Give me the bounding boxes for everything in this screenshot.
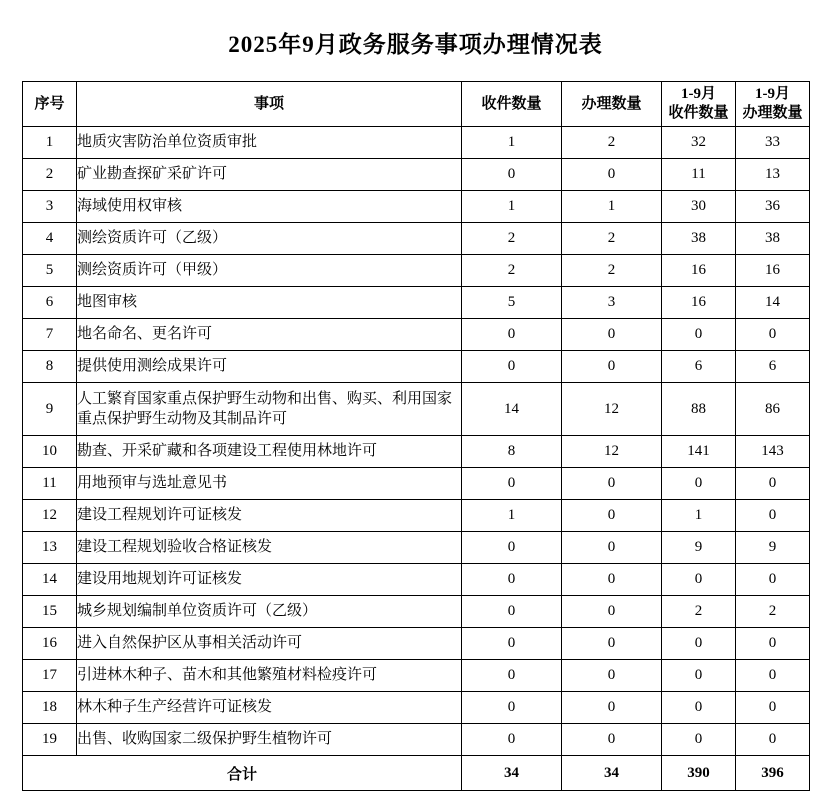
cell-received: 0	[462, 628, 562, 660]
cell-index: 4	[23, 223, 77, 255]
cell-handled-ytd: 13	[736, 159, 810, 191]
total-label: 合计	[23, 756, 462, 791]
cell-received-ytd: 0	[662, 319, 736, 351]
table-row	[23, 287, 810, 319]
cell-index: 2	[23, 159, 77, 191]
cell-handled: 2	[562, 127, 662, 159]
cell-item: 矿业勘查探矿采矿许可	[77, 159, 462, 191]
cell-received: 1	[462, 127, 562, 159]
cell-received-ytd: 0	[662, 692, 736, 724]
cell-handled: 0	[562, 319, 662, 351]
cell-received: 5	[462, 287, 562, 319]
cell-handled: 0	[562, 564, 662, 596]
cell-item: 进入自然保护区从事相关活动许可	[77, 628, 462, 660]
total-handled: 34	[562, 756, 662, 791]
table-row	[23, 724, 810, 756]
cell-handled: 0	[562, 532, 662, 564]
cell-item: 地名命名、更名许可	[77, 319, 462, 351]
cell-handled: 0	[562, 500, 662, 532]
cell-handled: 0	[562, 628, 662, 660]
cell-handled: 1	[562, 191, 662, 223]
table-row	[23, 159, 810, 191]
cell-received: 0	[462, 159, 562, 191]
cell-received-ytd: 2	[662, 596, 736, 628]
cell-index: 5	[23, 255, 77, 287]
cell-handled-ytd: 2	[736, 596, 810, 628]
table-row	[23, 468, 810, 500]
table-row	[23, 436, 810, 468]
cell-index: 13	[23, 532, 77, 564]
cell-item: 出售、收购国家二级保护野生植物许可	[77, 724, 462, 756]
cell-received-ytd: 0	[662, 564, 736, 596]
cell-handled-ytd: 9	[736, 532, 810, 564]
cell-item: 地图审核	[77, 287, 462, 319]
cell-index: 15	[23, 596, 77, 628]
cell-received: 1	[462, 500, 562, 532]
cell-received-ytd: 88	[662, 383, 736, 436]
cell-index: 18	[23, 692, 77, 724]
cell-received-ytd: 38	[662, 223, 736, 255]
cell-handled-ytd: 86	[736, 383, 810, 436]
table-row	[23, 628, 810, 660]
cell-handled: 2	[562, 223, 662, 255]
column-header-received-ytd	[662, 82, 736, 127]
cell-received: 2	[462, 255, 562, 287]
cell-item: 勘查、开采矿藏和各项建设工程使用林地许可	[77, 436, 462, 468]
cell-handled: 0	[562, 468, 662, 500]
cell-handled: 0	[562, 692, 662, 724]
cell-received-ytd: 30	[662, 191, 736, 223]
column-header-handled-ytd-line2: 办理数量	[742, 105, 803, 121]
cell-received: 0	[462, 564, 562, 596]
column-header-handled-ytd-line1: 1-9月	[755, 86, 790, 103]
table-total-row	[23, 756, 810, 791]
cell-item: 用地预审与选址意见书	[77, 468, 462, 500]
table-row	[23, 223, 810, 255]
cell-index: 7	[23, 319, 77, 351]
cell-handled-ytd: 0	[736, 692, 810, 724]
table-body	[23, 127, 810, 791]
cell-item: 测绘资质许可（甲级）	[77, 255, 462, 287]
column-header-index: 序号	[23, 82, 77, 127]
cell-handled-ytd: 6	[736, 351, 810, 383]
column-header-received-ytd-line2: 收件数量	[668, 105, 729, 121]
cell-item: 地质灾害防治单位资质审批	[77, 127, 462, 159]
cell-handled: 2	[562, 255, 662, 287]
cell-index: 9	[23, 383, 77, 436]
cell-received-ytd: 0	[662, 468, 736, 500]
total-received-ytd: 390	[662, 756, 736, 791]
cell-handled-ytd: 38	[736, 223, 810, 255]
cell-index: 12	[23, 500, 77, 532]
cell-item: 林木种子生产经营许可证核发	[77, 692, 462, 724]
cell-received-ytd: 0	[662, 724, 736, 756]
cell-index: 3	[23, 191, 77, 223]
cell-received: 0	[462, 724, 562, 756]
cell-handled-ytd: 33	[736, 127, 810, 159]
cell-index: 19	[23, 724, 77, 756]
cell-received: 0	[462, 351, 562, 383]
cell-index: 16	[23, 628, 77, 660]
cell-handled: 0	[562, 660, 662, 692]
cell-received: 0	[462, 596, 562, 628]
cell-received-ytd: 0	[662, 660, 736, 692]
table-row	[23, 532, 810, 564]
cell-received-ytd: 6	[662, 351, 736, 383]
cell-handled: 0	[562, 159, 662, 191]
cell-handled-ytd: 0	[736, 564, 810, 596]
cell-handled-ytd: 16	[736, 255, 810, 287]
column-header-received-ytd-line1: 1-9月	[681, 86, 716, 103]
cell-item: 引进林木种子、苗木和其他繁殖材料检疫许可	[77, 660, 462, 692]
table-row	[23, 255, 810, 287]
table-row	[23, 191, 810, 223]
cell-received: 2	[462, 223, 562, 255]
cell-handled-ytd: 14	[736, 287, 810, 319]
cell-handled-ytd: 0	[736, 500, 810, 532]
cell-item: 人工繁育国家重点保护野生动物和出售、购买、利用国家重点保护野生动物及其制品许可	[77, 383, 462, 436]
cell-received: 14	[462, 383, 562, 436]
table-row	[23, 127, 810, 159]
cell-handled: 0	[562, 351, 662, 383]
cell-item: 海域使用权审核	[77, 191, 462, 223]
cell-handled: 0	[562, 596, 662, 628]
cell-received-ytd: 16	[662, 287, 736, 319]
cell-item: 建设用地规划许可证核发	[77, 564, 462, 596]
cell-handled-ytd: 0	[736, 468, 810, 500]
table-row	[23, 660, 810, 692]
table-row	[23, 596, 810, 628]
column-header-handled: 办理数量	[562, 82, 662, 127]
total-received: 34	[462, 756, 562, 791]
cell-item: 提供使用测绘成果许可	[77, 351, 462, 383]
table-header	[23, 82, 810, 127]
cell-received: 0	[462, 468, 562, 500]
cell-handled-ytd: 36	[736, 191, 810, 223]
cell-handled: 3	[562, 287, 662, 319]
cell-received-ytd: 11	[662, 159, 736, 191]
table-container	[0, 81, 831, 791]
cell-handled: 0	[562, 724, 662, 756]
total-handled-ytd: 396	[736, 756, 810, 791]
table-row	[23, 692, 810, 724]
cell-item: 建设工程规划验收合格证核发	[77, 532, 462, 564]
table-row	[23, 564, 810, 596]
cell-received: 0	[462, 532, 562, 564]
column-header-item: 事项	[77, 82, 462, 127]
cell-received: 0	[462, 692, 562, 724]
cell-handled-ytd: 0	[736, 660, 810, 692]
cell-received: 0	[462, 660, 562, 692]
cell-received-ytd: 32	[662, 127, 736, 159]
cell-index: 6	[23, 287, 77, 319]
table-row	[23, 351, 810, 383]
cell-received-ytd: 9	[662, 532, 736, 564]
cell-received-ytd: 1	[662, 500, 736, 532]
service-items-table	[22, 81, 810, 791]
page-title: 2025年9月政务服务事项办理情况表	[228, 32, 603, 57]
cell-received-ytd: 16	[662, 255, 736, 287]
cell-handled: 12	[562, 383, 662, 436]
cell-item: 城乡规划编制单位资质许可（乙级）	[77, 596, 462, 628]
cell-received-ytd: 141	[662, 436, 736, 468]
column-header-received: 收件数量	[462, 82, 562, 127]
cell-handled-ytd: 0	[736, 319, 810, 351]
cell-item: 建设工程规划许可证核发	[77, 500, 462, 532]
cell-received: 8	[462, 436, 562, 468]
cell-received: 1	[462, 191, 562, 223]
cell-index: 11	[23, 468, 77, 500]
cell-item: 测绘资质许可（乙级）	[77, 223, 462, 255]
cell-index: 10	[23, 436, 77, 468]
cell-index: 17	[23, 660, 77, 692]
table-header-row	[23, 82, 810, 127]
cell-received-ytd: 0	[662, 628, 736, 660]
cell-handled-ytd: 0	[736, 724, 810, 756]
table-row	[23, 383, 810, 436]
cell-index: 14	[23, 564, 77, 596]
cell-handled-ytd: 143	[736, 436, 810, 468]
cell-index: 8	[23, 351, 77, 383]
column-header-handled-ytd	[736, 82, 810, 127]
cell-handled: 12	[562, 436, 662, 468]
cell-handled-ytd: 0	[736, 628, 810, 660]
cell-index: 1	[23, 127, 77, 159]
table-row	[23, 319, 810, 351]
table-row	[23, 500, 810, 532]
cell-received: 0	[462, 319, 562, 351]
